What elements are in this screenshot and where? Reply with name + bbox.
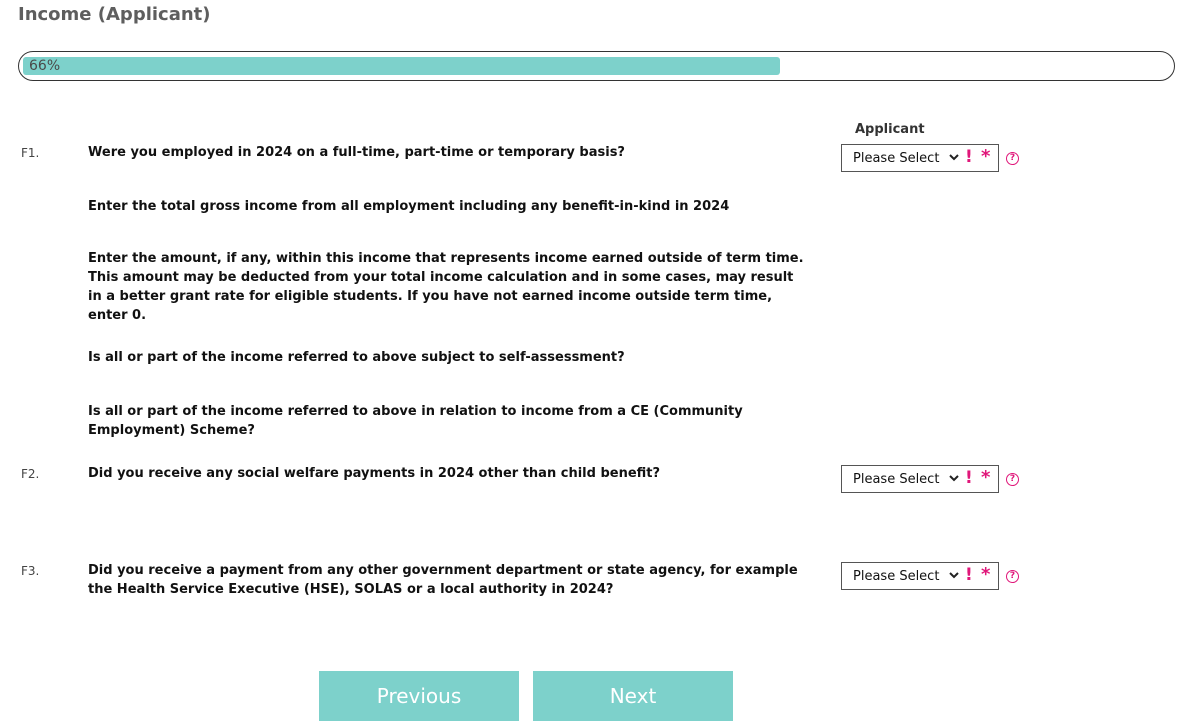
asterisk-icon: * (981, 564, 991, 585)
question-text-f1-gross-income: Enter the total gross income from all employment including any benefit-in-kind in 2024 (88, 199, 730, 214)
column-header-applicant: Applicant (855, 122, 925, 137)
chevron-down-icon (948, 151, 960, 163)
exclamation-icon: ! (965, 565, 973, 585)
question-text-f1-self-assessment: Is all or part of the income referred to above subject to self-assessment? (88, 350, 625, 365)
question-number-f1: F1. (21, 146, 40, 160)
question-text-f2: Did you receive any social welfare payments in 2024 other than child benefit? (88, 466, 661, 481)
progress-fill (23, 57, 780, 75)
select-f1[interactable] (841, 144, 999, 172)
help-icon-f3[interactable]: ? (1006, 570, 1019, 583)
question-number-f2: F2. (21, 467, 40, 481)
progress-label: 66% (29, 58, 61, 74)
help-icon-f1[interactable]: ? (1006, 152, 1019, 165)
select-f1-value: Please Select (853, 150, 940, 166)
next-button[interactable]: Next (533, 671, 733, 721)
select-f2-value: Please Select (853, 471, 940, 487)
question-text-f1-term-time: Enter the amount, if any, within this income that represents income earned outside of term time. This amount may be deducted from your total income calculation and in some cases, may result in a better grant rate for eligible students. If you have not earned income outside term time, enter 0. (88, 251, 804, 323)
question-number-f3: F3. (21, 564, 40, 578)
previous-button[interactable]: Previous (319, 671, 519, 721)
select-f2[interactable] (841, 465, 999, 493)
select-f3-value: Please Select (853, 568, 940, 584)
question-text-f1: Were you employed in 2024 on a full-time, part-time or temporary basis? (88, 145, 625, 160)
asterisk-icon: * (981, 467, 991, 488)
chevron-down-icon (948, 569, 960, 581)
exclamation-icon: ! (965, 468, 973, 488)
asterisk-icon: * (981, 146, 991, 167)
exclamation-icon: ! (965, 147, 973, 167)
question-text-f3: Did you receive a payment from any other government department or state agency, for example the Health Service Executive (HSE), SOLAS or a local authority in 2024? (88, 563, 798, 597)
page-title: Income (Applicant) (18, 4, 211, 25)
select-f3[interactable] (841, 562, 999, 590)
question-text-f1-ce-scheme: Is all or part of the income referred to above in relation to income from a CE (Community Employment) Scheme? (88, 404, 743, 438)
progress-bar (18, 51, 1175, 81)
help-icon-f2[interactable]: ? (1006, 473, 1019, 486)
chevron-down-icon (948, 472, 960, 484)
